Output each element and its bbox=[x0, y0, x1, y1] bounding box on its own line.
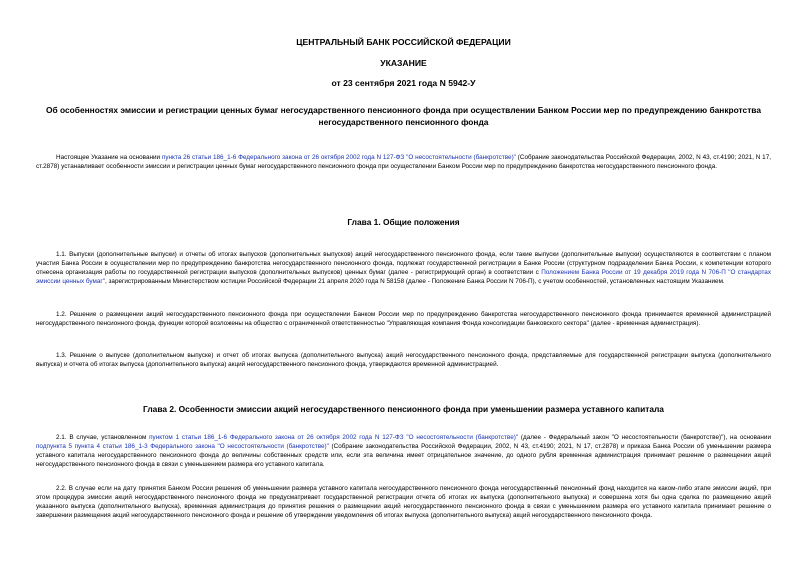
paragraph-2-1 bbox=[36, 433, 771, 469]
paragraph-2-2: 2.2. В случае если на дату принятия Банком России решения об уменьшении размера уставного капитала негосударственного пенсионного фонда негосударственный пенсионный фонд находится на каком-либо этапе эмиссии акций, при этом процедура эмиссии акций негосударственного пенсионного фонда не предусматривает государственной регистрации отчета об итогах их выпуска (дополнительного выпуска) и совершена хотя бы одна сделка по размещению акций указанного выпуска (дополнительного выпуска), временная администрация до принятия решения о размещении акций негосударственного пенсионного фонда в связи с уменьшением размера его уставного капитала принимает решение о завершении размещения акций негосударственного пенсионного фонда и решение об утверждении уведомления об итогах выпуска (дополнительного выпуска) акций негосударственного пенсионного фонда. bbox=[36, 485, 771, 520]
chapter-2-heading: Глава 2. Особенности эмиссии акций негосударственного пенсионного фонда при уменьшении размера уставного капитала bbox=[143, 404, 664, 414]
paragraph-1-1 bbox=[36, 250, 771, 286]
regulation-706p-link[interactable]: Положением Банка России от 19 декабря 2019 года N 706-П "О стандартах эмиссии ценных бумаг" bbox=[36, 269, 771, 286]
document-type: УКАЗАНИЕ bbox=[380, 58, 427, 68]
issuer-heading: ЦЕНТРАЛЬНЫЙ БАНК РОССИЙСКОЙ ФЕДЕРАЦИИ bbox=[296, 37, 511, 47]
p1-1-text-2: , зарегистрированным Министерством юстиции Российской Федерации 21 апреля 2020 года N 58158 (далее - Положение Банка России N 706-П), с учетом особенностей, установленных настоящим Указанием. bbox=[104, 278, 725, 286]
chapter-1-heading: Глава 1. Общие положения bbox=[347, 217, 460, 227]
paragraph-1-3: 1.3. Решение о выпуске (дополнительном выпуске) и отчет об итогах выпуска (дополнительного выпуска) акций негосударственного пенсионного фонда, представляемые для государственной регистрации выпуска (дополнительного выпуска) и отчета об итогах выпуска (дополнительного выпуска) акций негосударственного пенсионного фонда, утверждаются временной администрацией. bbox=[36, 352, 771, 369]
law-article-link-1[interactable]: пунктом 1 статьи 186_1-6 Федерального закона от 26 октября 2002 года N 127-ФЗ "О несостоятельности (банкротстве)" bbox=[149, 434, 519, 441]
intro-law-link[interactable]: пункта 26 статьи 186_1-6 Федерального закона от 26 октября 2002 года N 127-ФЗ "О несостоятельности (банкротстве)" bbox=[161, 154, 516, 161]
intro-paragraph bbox=[36, 153, 771, 171]
p2-1-text-1: 2.1. В случае, установленном bbox=[56, 434, 150, 441]
p1-1-text-1: 1.1. Выпуски (дополнительные выпуски) и отчеты об итогах выпусков (дополнительных выпусков) акций негосударственного пенсионного фонда, если такие выпуски (дополнительные выпуски) осуществляются в соответствии с планом участия Банка России в осуществлении мер по предупреждению банкротства негосударственного пенсионного фонда, подлежат государственной регистрации в Банке России (структурном подразделении Банка России, к компетенции которого отнесена организация работы по государственной регистрации выпусков (дополнительных выпусков) ценных бумаг (далее - регистрирующий орган) в соответствии с bbox=[36, 251, 771, 277]
intro-text-1: Настоящее Указание на основании bbox=[56, 154, 162, 161]
paragraph-1-2: 1.2. Решение о размещении акций негосударственного пенсионного фонда при осуществлении Банком России мер по предупреждению банкротства негосударственного пенсионного фонда принимается временной администрацией негосударственного пенсионного фонда, функции которой возложены на общество с ограниченной ответственностью "Управляющая компания Фонда консолидации банковского сектора" (далее - временная администрация). bbox=[36, 311, 771, 328]
intro-text-2: (Собрание законодательства Российской Федерации, 2002, N 43, ст.4190; 2021, N 17, ст.2878) устанавливает особенности эмиссии и регистрации ценных бумаг негосударственного пенсионного фонда при осуществлении Банком России мер по предупреждению банкротства негосударственного пенсионного фонда. bbox=[36, 154, 771, 171]
p2-1-text-3: (Собрание законодательства Российской Федерации, 2002, N 43, ст.4190; 2021, N 17, ст.2878) и приказа Банка России об уменьшении размера уставного капитала негосударственного пенсионного фонда до величины собственных средств или, если эта величина имеет отрицательное значение, до одного рубля временная администрация принимает решение о размещении акций негосударственного пенсионного фонда в связи с уменьшением размера его уставного капитала. bbox=[36, 443, 771, 469]
document-date-number: от 23 сентября 2021 года N 5942-У bbox=[331, 78, 476, 88]
document-title: Об особенностях эмиссии и регистрации ценных бумаг негосударственного пенсионного фонда при осуществлении Банком России мер по предупреждению банкротства негосударственного пенсионного фонда bbox=[45, 105, 761, 127]
p2-1-text-2: (далее - Федеральный закон "О несостоятельности (банкротстве)"), на основании bbox=[518, 434, 771, 441]
law-article-link-2[interactable]: подпункта 5 пункта 4 статьи 186_1-3 Федерального закона "О несостоятельности (банкротстве)" bbox=[36, 443, 329, 451]
